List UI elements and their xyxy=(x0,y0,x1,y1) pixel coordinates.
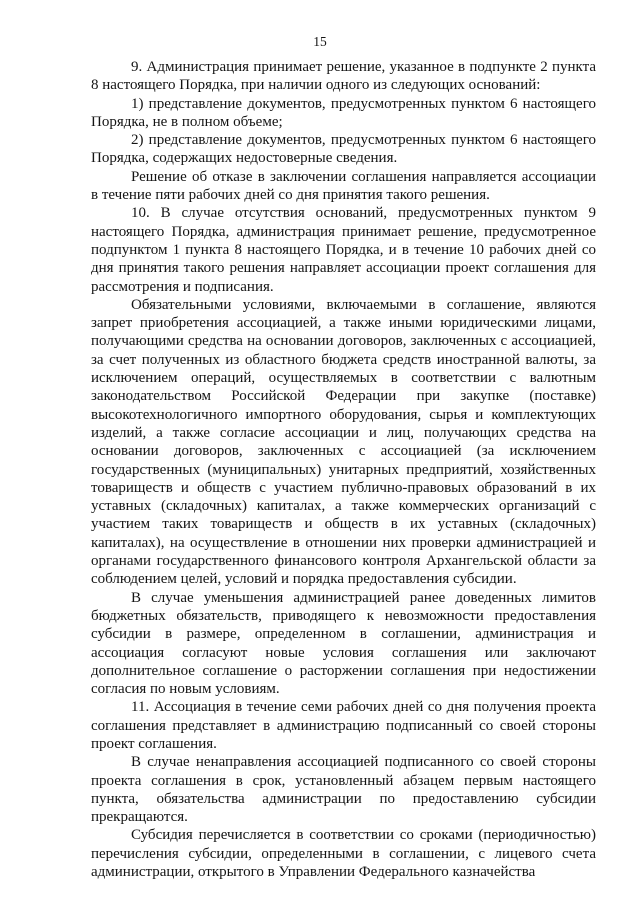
paragraph-non-submission: В случае ненаправления ассоциацией подписанного со своей стороны проекта соглашения в срок, установленный абзацем первым настоящего пункта, обязательства администрации по предоставлению субсидии прекращаются. xyxy=(91,754,596,826)
page-number: 15 xyxy=(313,34,327,49)
paragraph-mandatory-conditions: Обязательными условиями, включаемыми в соглашение, являются запрет приобретения ассоциацией, а также иными юридическими лицами, получающими средства на основании договоров, заключенных с ассоциацией, за счет полученных из областного бюджета средств иностранной валюты, за исключением операций, осуществляемых в соответствии с валютным законодательством Российской Федерации при закупке (поставке) высокотехнологичного импортного оборудования, сырья и комплектующих изделий, а также согласие ассоциации и лиц, получающих средства на основании договоров, заключенных с ассоциацией (за исключением государственных (муниципальных) унитарных предприятий, хозяйственных товариществ и обществ с участием публично-правовых образований в их уставных (складочных) капиталах, а также коммерческих организаций с участием таких товариществ и обществ в их уставных (складочных) капиталах), на осуществление в отношении них проверки администрацией и органами государственного финансового контроля Архангельской области за соблюдением целей, условий и порядка предоставления субсидии. xyxy=(91,296,596,588)
paragraph-9-item-1: 1) представление документов, предусмотренных пунктом 6 настоящего Порядка, не в полном объеме; xyxy=(91,95,596,130)
paragraph-10: 10. В случае отсутствия оснований, предусмотренных пунктом 9 настоящего Порядка, администрация принимает решение, предусмотренное подпунктом 1 пункта 8 настоящего Порядка, и в течение 10 рабочих дней со дня принятия такого решения направляет ассоциации проект соглашения для рассмотрения и подписания. xyxy=(91,205,596,295)
paragraph-limit-reduction: В случае уменьшения администрацией ранее доведенных лимитов бюджетных обязательств, приводящего к невозможности предоставления субсидии в размере, определенном в соглашении, администрация и ассоциация согласуют новые условия соглашения или заключают дополнительное соглашение о расторжении соглашения при недостижении согласия по новым условиям. xyxy=(91,589,596,698)
paragraph-transfer-subsidy: Субсидия перечисляется в соответствии со сроками (периодичностью) перечисления субсидии, определенными в соглашении, с лицевого счета администрации, открытого в Управлении Федерального казначейства xyxy=(91,827,596,881)
paragraph-9: 9. Администрация принимает решение, указанное в подпункте 2 пункта 8 настоящего Порядка, при наличии одного из следующих оснований: xyxy=(91,59,596,94)
paragraph-11: 11. Ассоциация в течение семи рабочих дней со дня получения проекта соглашения представляет в администрацию подписанный со своей стороны проект соглашения. xyxy=(91,699,596,752)
document-body xyxy=(91,58,596,881)
paragraph-9-item-2: 2) представление документов, предусмотренных пунктом 6 настоящего Порядка, содержащих недостоверные сведения. xyxy=(91,132,596,167)
paragraph-refusal-notice: Решение об отказе в заключении соглашения направляется ассоциации в течение пяти рабочих дней со дня принятия такого решения. xyxy=(91,168,596,204)
